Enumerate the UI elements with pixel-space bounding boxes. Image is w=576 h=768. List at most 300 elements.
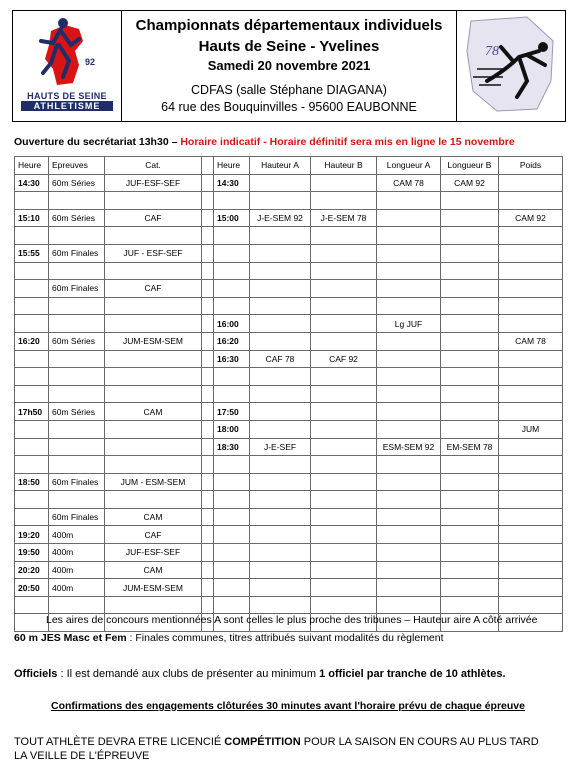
yvelines-runner-icon bbox=[457, 11, 565, 121]
table-cell bbox=[311, 262, 377, 280]
table-row bbox=[15, 227, 563, 245]
table-cell bbox=[311, 332, 377, 350]
table-cell: ESM-SEM 92 bbox=[377, 438, 441, 456]
table-cell bbox=[250, 297, 311, 315]
table-cell bbox=[499, 192, 563, 210]
table-cell bbox=[311, 544, 377, 562]
logo-line1: HAUTS DE SEINE bbox=[27, 91, 107, 101]
table-cell: 60m Séries bbox=[49, 209, 105, 227]
table-cell bbox=[441, 491, 499, 509]
table-cell bbox=[311, 526, 377, 544]
table-cell bbox=[250, 368, 311, 386]
table-cell bbox=[499, 544, 563, 562]
table-cell: 400m bbox=[49, 544, 105, 562]
table-cell: EM-SEM 78 bbox=[441, 438, 499, 456]
table-cell bbox=[49, 368, 105, 386]
table-cell bbox=[15, 491, 49, 509]
table-cell bbox=[311, 579, 377, 597]
table-cell bbox=[377, 350, 441, 368]
table-cell bbox=[441, 262, 499, 280]
table-cell bbox=[377, 280, 441, 298]
table-cell bbox=[49, 262, 105, 280]
table-cell: JUF-ESF-SEF bbox=[105, 544, 202, 562]
table-cell bbox=[49, 385, 105, 403]
table-cell bbox=[311, 297, 377, 315]
table-cell bbox=[49, 350, 105, 368]
table-cell bbox=[377, 227, 441, 245]
table-cell bbox=[441, 456, 499, 474]
table-cell bbox=[377, 473, 441, 491]
table-cell bbox=[311, 192, 377, 210]
table-cell bbox=[377, 244, 441, 262]
table-cell bbox=[377, 456, 441, 474]
table-cell bbox=[105, 420, 202, 438]
table-cell bbox=[250, 227, 311, 245]
table-row bbox=[15, 508, 563, 526]
table-cell: 60m Finales bbox=[49, 473, 105, 491]
table-cell bbox=[202, 456, 214, 474]
table-cell: 60m Finales bbox=[49, 508, 105, 526]
table-cell: CAM 92 bbox=[441, 174, 499, 192]
table-cell bbox=[15, 508, 49, 526]
table-cell bbox=[202, 526, 214, 544]
table-cell: CAF bbox=[105, 209, 202, 227]
logo-number-92: 92 bbox=[85, 57, 96, 67]
table-cell bbox=[377, 491, 441, 509]
table-cell bbox=[311, 491, 377, 509]
table-cell bbox=[49, 297, 105, 315]
table-cell bbox=[377, 209, 441, 227]
table-cell bbox=[377, 508, 441, 526]
table-cell bbox=[250, 491, 311, 509]
table-cell bbox=[441, 579, 499, 597]
table-cell bbox=[441, 508, 499, 526]
table-cell bbox=[202, 385, 214, 403]
table-cell bbox=[15, 420, 49, 438]
table-cell bbox=[49, 227, 105, 245]
table-cell: CAM 92 bbox=[499, 209, 563, 227]
table-cell bbox=[105, 368, 202, 386]
table-cell bbox=[311, 561, 377, 579]
table-cell bbox=[441, 315, 499, 333]
table-row bbox=[15, 456, 563, 474]
yvelines-logo bbox=[456, 11, 565, 121]
table-cell bbox=[499, 368, 563, 386]
table-row bbox=[15, 174, 563, 192]
table-cell bbox=[250, 526, 311, 544]
table-cell bbox=[202, 297, 214, 315]
table-cell bbox=[499, 561, 563, 579]
table-row bbox=[15, 491, 563, 509]
table-cell: 18:50 bbox=[15, 473, 49, 491]
table-cell bbox=[311, 438, 377, 456]
table-header-cell: Hauteur B bbox=[311, 157, 377, 175]
table-cell: 18:00 bbox=[214, 420, 250, 438]
table-cell bbox=[311, 385, 377, 403]
header-text bbox=[122, 11, 456, 121]
table-row bbox=[15, 561, 563, 579]
table-header-cell: Hauteur A bbox=[250, 157, 311, 175]
table-cell bbox=[441, 297, 499, 315]
table-cell bbox=[202, 244, 214, 262]
table-cell bbox=[250, 596, 311, 614]
table-cell bbox=[377, 544, 441, 562]
table-cell: 400m bbox=[49, 526, 105, 544]
table-cell bbox=[202, 368, 214, 386]
table-row bbox=[15, 244, 563, 262]
table-cell bbox=[441, 385, 499, 403]
table-row bbox=[15, 332, 563, 350]
table-cell bbox=[15, 192, 49, 210]
table-cell bbox=[250, 385, 311, 403]
table-cell bbox=[214, 192, 250, 210]
table-row bbox=[15, 420, 563, 438]
table-cell bbox=[214, 385, 250, 403]
table-cell bbox=[214, 297, 250, 315]
table-cell bbox=[441, 280, 499, 298]
table-cell bbox=[214, 473, 250, 491]
table-cell bbox=[441, 244, 499, 262]
table-cell bbox=[499, 526, 563, 544]
table-cell bbox=[202, 579, 214, 597]
table-cell bbox=[441, 368, 499, 386]
table-cell bbox=[202, 332, 214, 350]
table-cell bbox=[250, 420, 311, 438]
table-cell bbox=[250, 403, 311, 421]
table-cell: 60m Séries bbox=[49, 332, 105, 350]
table-cell: 18:30 bbox=[214, 438, 250, 456]
table-cell bbox=[105, 262, 202, 280]
table-header-cell: Poids bbox=[499, 157, 563, 175]
table-cell bbox=[105, 385, 202, 403]
table-cell: CAM bbox=[105, 508, 202, 526]
table-row bbox=[15, 403, 563, 421]
table-cell: 14:30 bbox=[214, 174, 250, 192]
page-subtitle: Hauts de Seine - Yvelines bbox=[198, 38, 380, 55]
table-row bbox=[15, 350, 563, 368]
table-cell bbox=[202, 192, 214, 210]
table-row bbox=[15, 280, 563, 298]
table-cell bbox=[15, 456, 49, 474]
table-cell bbox=[202, 544, 214, 562]
table-row bbox=[15, 297, 563, 315]
table-cell bbox=[499, 315, 563, 333]
table-cell: J-E-SEF bbox=[250, 438, 311, 456]
table-cell bbox=[202, 209, 214, 227]
table-cell bbox=[311, 280, 377, 298]
table-cell bbox=[214, 491, 250, 509]
table-cell bbox=[441, 350, 499, 368]
table-cell bbox=[105, 491, 202, 509]
table-cell: J-E-SEM 92 bbox=[250, 209, 311, 227]
table-cell bbox=[377, 526, 441, 544]
table-cell bbox=[49, 596, 105, 614]
table-cell bbox=[499, 491, 563, 509]
hauts-de-seine-logo bbox=[13, 11, 122, 121]
table-cell bbox=[214, 368, 250, 386]
table-cell bbox=[499, 403, 563, 421]
table-cell bbox=[250, 315, 311, 333]
table-cell bbox=[202, 403, 214, 421]
table-cell bbox=[202, 174, 214, 192]
note-finales bbox=[14, 632, 444, 644]
table-cell bbox=[377, 420, 441, 438]
table-header-row bbox=[15, 157, 563, 175]
table-cell bbox=[311, 456, 377, 474]
table-cell bbox=[311, 174, 377, 192]
table-row bbox=[15, 192, 563, 210]
table-cell: 15:55 bbox=[15, 244, 49, 262]
table-cell bbox=[214, 262, 250, 280]
table-cell bbox=[15, 614, 49, 632]
table-cell bbox=[15, 350, 49, 368]
table-cell bbox=[15, 227, 49, 245]
table-cell: 60m Finales bbox=[49, 280, 105, 298]
table-cell bbox=[441, 227, 499, 245]
opening-prefix: Ouverture du secrétariat 13h30 – bbox=[14, 136, 181, 148]
table-row bbox=[15, 385, 563, 403]
table-cell: CAF bbox=[105, 526, 202, 544]
table-cell bbox=[377, 403, 441, 421]
table-header-cell: Heure bbox=[15, 157, 49, 175]
table-cell bbox=[214, 227, 250, 245]
table-cell: 400m bbox=[49, 561, 105, 579]
table-cell bbox=[214, 456, 250, 474]
table-cell: 60m Séries bbox=[49, 403, 105, 421]
table-cell bbox=[441, 403, 499, 421]
table-row bbox=[15, 209, 563, 227]
schedule-table bbox=[14, 156, 563, 632]
opening-warning: Horaire indicatif - Horaire définitif sera mis en ligne le 15 novembre bbox=[180, 136, 515, 148]
table-cell: 19:50 bbox=[15, 544, 49, 562]
event-address: 64 rue des Bouquinvilles - 95600 EAUBONNE bbox=[161, 100, 417, 114]
table-cell bbox=[49, 491, 105, 509]
table-cell bbox=[250, 332, 311, 350]
table-cell bbox=[202, 315, 214, 333]
table-cell bbox=[15, 438, 49, 456]
table-cell bbox=[214, 244, 250, 262]
table-cell bbox=[441, 544, 499, 562]
table-cell: 19:20 bbox=[15, 526, 49, 544]
table-cell bbox=[377, 297, 441, 315]
table-cell bbox=[202, 508, 214, 526]
table-row bbox=[15, 315, 563, 333]
licence-text-a: TOUT ATHLÈTE DEVRA ETRE LICENCIÉ bbox=[14, 736, 225, 748]
table-cell bbox=[499, 579, 563, 597]
table-row bbox=[15, 438, 563, 456]
table-cell bbox=[377, 262, 441, 280]
table-row bbox=[15, 544, 563, 562]
table-cell bbox=[15, 385, 49, 403]
table-header-cell: Longueur B bbox=[441, 157, 499, 175]
table-cell bbox=[441, 526, 499, 544]
table-cell bbox=[214, 544, 250, 562]
table-cell: Lg JUF bbox=[377, 315, 441, 333]
table-cell bbox=[214, 561, 250, 579]
table-cell bbox=[105, 227, 202, 245]
table-cell bbox=[377, 385, 441, 403]
table-cell bbox=[250, 262, 311, 280]
table-cell bbox=[214, 579, 250, 597]
table-cell bbox=[105, 438, 202, 456]
table-cell bbox=[499, 508, 563, 526]
table-cell bbox=[311, 473, 377, 491]
header-box bbox=[12, 10, 566, 122]
table-cell bbox=[499, 174, 563, 192]
table-header-cell: Cat. bbox=[105, 157, 202, 175]
table-cell: 17h50 bbox=[15, 403, 49, 421]
table-cell bbox=[202, 438, 214, 456]
table-cell: CAM bbox=[105, 561, 202, 579]
table-cell: JUM-ESM-SEM bbox=[105, 579, 202, 597]
table-cell bbox=[214, 526, 250, 544]
table-cell bbox=[499, 350, 563, 368]
table-cell bbox=[250, 192, 311, 210]
note-finales-text: : Finales communes, titres attribués suivant modalités du règlement bbox=[126, 632, 444, 644]
table-cell bbox=[202, 280, 214, 298]
table-cell: 60m Séries bbox=[49, 174, 105, 192]
table-cell bbox=[311, 244, 377, 262]
table-cell bbox=[202, 596, 214, 614]
table-cell bbox=[311, 368, 377, 386]
table-cell bbox=[15, 596, 49, 614]
table-cell: 17:50 bbox=[214, 403, 250, 421]
table-cell bbox=[499, 227, 563, 245]
table-cell bbox=[311, 315, 377, 333]
table-cell: 400m bbox=[49, 579, 105, 597]
table-cell bbox=[377, 192, 441, 210]
event-date: Samedi 20 novembre 2021 bbox=[207, 58, 371, 73]
table-cell: CAF 78 bbox=[250, 350, 311, 368]
table-cell: CAF bbox=[105, 280, 202, 298]
table-cell bbox=[311, 420, 377, 438]
officiels-label: Officiels bbox=[14, 668, 58, 680]
table-cell: 16:00 bbox=[214, 315, 250, 333]
table-cell bbox=[311, 403, 377, 421]
table-cell bbox=[441, 192, 499, 210]
table-cell bbox=[214, 596, 250, 614]
table-cell bbox=[250, 473, 311, 491]
table-cell bbox=[202, 262, 214, 280]
table-cell bbox=[441, 332, 499, 350]
table-cell bbox=[499, 456, 563, 474]
table-cell bbox=[214, 280, 250, 298]
table-cell bbox=[441, 596, 499, 614]
table-cell bbox=[105, 192, 202, 210]
table-cell: 20:50 bbox=[15, 579, 49, 597]
table-cell bbox=[15, 368, 49, 386]
table-cell bbox=[250, 508, 311, 526]
logo-number-78: 78 bbox=[485, 44, 499, 59]
table-cell bbox=[105, 456, 202, 474]
licence-text-b: POUR LA SAISON EN COURS AU PLUS TARD LA VEILLE DE L'ÉPREUVE bbox=[14, 736, 539, 762]
table-cell: CAM 78 bbox=[377, 174, 441, 192]
table-header-cell bbox=[202, 157, 214, 175]
table-cell bbox=[377, 368, 441, 386]
table-cell bbox=[49, 192, 105, 210]
table-cell: 60m Finales bbox=[49, 244, 105, 262]
table-cell bbox=[202, 227, 214, 245]
table-cell bbox=[499, 473, 563, 491]
table-cell bbox=[15, 280, 49, 298]
table-header-cell: Heure bbox=[214, 157, 250, 175]
table-cell: 14:30 bbox=[15, 174, 49, 192]
table-row bbox=[15, 368, 563, 386]
table-cell bbox=[15, 262, 49, 280]
table-cell bbox=[250, 561, 311, 579]
table-cell bbox=[250, 456, 311, 474]
table-cell bbox=[105, 350, 202, 368]
table-cell: 15:00 bbox=[214, 209, 250, 227]
table-cell: CAM 78 bbox=[499, 332, 563, 350]
table-cell bbox=[250, 544, 311, 562]
note-officiels bbox=[14, 668, 506, 680]
table-cell: JUM-ESM-SEM bbox=[105, 332, 202, 350]
table-cell: JUM bbox=[499, 420, 563, 438]
table-cell bbox=[311, 227, 377, 245]
table-cell bbox=[49, 456, 105, 474]
table-cell bbox=[250, 174, 311, 192]
table-cell bbox=[15, 315, 49, 333]
table-cell bbox=[311, 596, 377, 614]
note-confirmations: Confirmations des engagements clôturées 30 minutes avant l'horaire prévu de chaque épreuve bbox=[51, 700, 525, 712]
table-cell: CAM bbox=[105, 403, 202, 421]
table-header-cell: Epreuves bbox=[49, 157, 105, 175]
table-cell bbox=[202, 350, 214, 368]
table-cell: JUM - ESM-SEM bbox=[105, 473, 202, 491]
table-cell bbox=[202, 420, 214, 438]
event-venue: CDFAS (salle Stéphane DIAGANA) bbox=[191, 83, 387, 97]
table-cell bbox=[499, 438, 563, 456]
table-cell bbox=[499, 244, 563, 262]
table-cell bbox=[499, 280, 563, 298]
table-cell bbox=[311, 508, 377, 526]
logo-line2: ATHLETISME bbox=[21, 101, 113, 111]
table-cell bbox=[202, 561, 214, 579]
table-row bbox=[15, 596, 563, 614]
page-title: Championnats départementaux individuels bbox=[135, 17, 443, 34]
note-licence bbox=[14, 735, 554, 763]
table-row bbox=[15, 262, 563, 280]
table-cell: 20:20 bbox=[15, 561, 49, 579]
table-cell bbox=[377, 579, 441, 597]
table-cell bbox=[441, 473, 499, 491]
secretariat-opening bbox=[14, 136, 515, 148]
officiels-requirement: 1 officiel par tranche de 10 athlètes. bbox=[319, 668, 506, 680]
table-row bbox=[15, 526, 563, 544]
table-cell bbox=[499, 297, 563, 315]
table-cell bbox=[250, 280, 311, 298]
table-cell bbox=[441, 561, 499, 579]
table-header-cell: Longueur A bbox=[377, 157, 441, 175]
table-cell: JUF - ESF-SEF bbox=[105, 244, 202, 262]
note-concours-aires: Les aires de concours mentionnées A sont celles le plus proche des tribunes – Hauteur aire A côté arrivée bbox=[46, 614, 538, 626]
table-cell bbox=[214, 508, 250, 526]
table-cell bbox=[49, 315, 105, 333]
table-cell bbox=[15, 297, 49, 315]
table-cell: CAF 92 bbox=[311, 350, 377, 368]
table-row bbox=[15, 579, 563, 597]
table-cell bbox=[105, 596, 202, 614]
table-cell bbox=[49, 420, 105, 438]
table-cell bbox=[377, 332, 441, 350]
table-row bbox=[15, 473, 563, 491]
note-finales-bold: 60 m JES Masc et Fem bbox=[14, 632, 127, 644]
table-cell bbox=[105, 297, 202, 315]
officiels-text: : Il est demandé aux clubs de présenter au minimum bbox=[57, 668, 320, 680]
table-cell bbox=[441, 420, 499, 438]
table-cell bbox=[250, 579, 311, 597]
